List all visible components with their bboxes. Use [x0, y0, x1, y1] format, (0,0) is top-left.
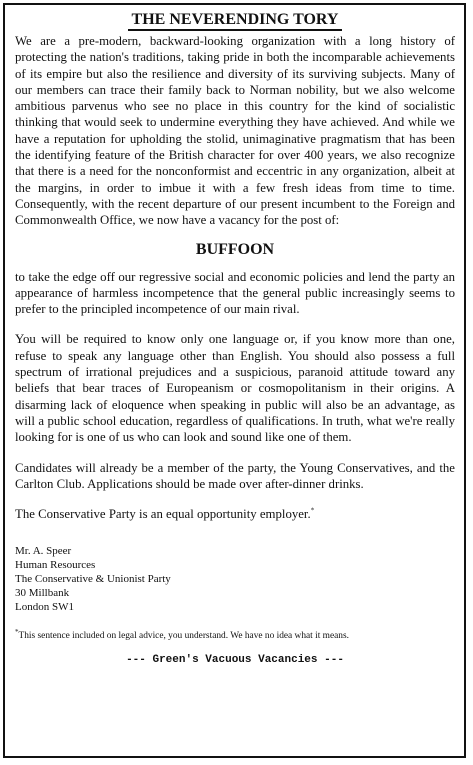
footnote: [15, 630, 455, 642]
requirements-paragraph: You will be required to know only one language or, if you know more than one, refuse to speak any language other than English. You should also possess a full spectrum of irrational prejudices and a suspicious, paranoid attitude toward any beliefs that bear traces of Europeanism or cosmopolitanism in their origins. A disarming lack of eloquence when speaking in public will also be an advantage, as will a public school education, regardless of qualifications. In truth, what we're really looking for is one of us who can look and sound like one of them.: [15, 332, 455, 445]
ad-title-text: THE NEVERENDING TORY: [128, 11, 343, 31]
signatory-name: Mr. A. Speer: [15, 545, 72, 558]
signatory-department: Human Resources: [15, 559, 96, 572]
publication-footer: --- Green's Vacuous Vacancies ---: [126, 654, 344, 667]
post-title: BUFFOON: [195, 240, 275, 258]
signatory-organization: The Conservative & Unionist Party: [15, 573, 171, 586]
candidates-paragraph: Candidates will already be a member of the party, the Young Conservatives, and the Carlton Club. Applications should be made over after-dinner drinks.: [15, 460, 455, 491]
equal-opportunity-text: The Conservative Party is an equal opportunity employer.: [15, 507, 311, 522]
address-street: 30 Millbank: [15, 587, 70, 600]
purpose-paragraph: to take the edge off our regressive social and economic policies and lend the party an appearance of harmless incompetence that the general public increasingly seems to prefer to the principled incompetence of our main rival.: [15, 269, 455, 317]
address-city: London SW1: [15, 601, 74, 614]
footnote-mark: *: [310, 506, 315, 515]
equal-opportunity-line: [15, 506, 455, 522]
intro-paragraph: We are a pre-modern, backward-looking organization with a long history of protecting the nation's traditions, taking pride in both the incomparable achievements of its empire but also the resilience and diversity of its surviving subjects. Many of our members can trace their family back to Norman nobility, but we also welcome ambitious parvenus who see no place in this country for the kind of socialistic thinking that would seek to undermine everything they have achieved. And while we have a reputation for upholding the stolid, unimaginative pragmatism that has been the identifying feature of the British character for over 400 years, we also recognize that there is a need for the nonconformist and eccentric in any organization, albeit at the margins, in order to imbue it with a few fresh ideas from time to time. Consequently, with the recent departure of our present incumbent to the Foreign and Commonwealth Office, we now have a vacancy for the post of:: [15, 34, 455, 228]
footnote-text: This sentence included on legal advice, you understand. We have no idea what it means.: [18, 631, 349, 642]
job-advertisement: [3, 3, 466, 758]
signature-block: [15, 544, 455, 614]
ad-title: [15, 11, 455, 31]
footnote-mark-ref: *: [15, 628, 19, 637]
